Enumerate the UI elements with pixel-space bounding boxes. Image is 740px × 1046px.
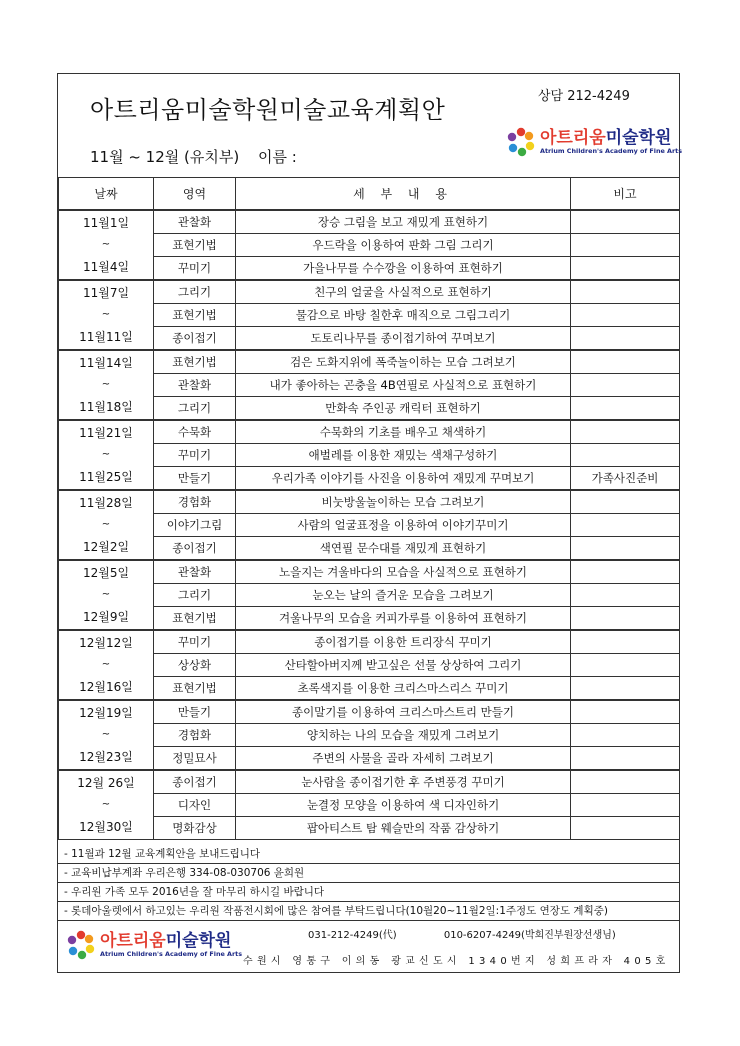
date-range-cell	[59, 700, 154, 770]
date-tilde: ~	[101, 379, 111, 390]
notice-list	[58, 845, 679, 921]
content-cell: 내가 좋아하는 곤충을 4B연필로 사실적으로 표현하기	[236, 374, 571, 397]
content-cell: 도토리나무를 종이접기하여 꾸며보기	[236, 327, 571, 351]
flower-logo-icon	[506, 127, 536, 157]
content-cell: 친구의 얼굴을 사실적으로 표현하기	[236, 280, 571, 304]
date-end: 11월25일	[79, 470, 133, 484]
content-cell: 물감으로 바탕 칠한후 매직으로 그림그리기	[236, 304, 571, 327]
note-cell	[571, 350, 680, 374]
flower-logo-icon	[66, 930, 96, 960]
table-header-row	[59, 178, 680, 211]
logo-name: 아트리움미술학원	[540, 128, 672, 148]
content-cell: 우리가족 이야기를 사진을 이용하여 재밌게 꾸며보기	[236, 467, 571, 491]
note-cell: 가족사진준비	[571, 467, 680, 491]
note-cell	[571, 210, 680, 234]
date-range-cell	[59, 770, 154, 840]
content-cell: 가을나무를 수수깡을 이용하여 표현하기	[236, 257, 571, 281]
date-start: 11월21일	[79, 426, 133, 440]
plan-document	[57, 73, 683, 973]
contact-number: 상담 212-4249	[538, 89, 630, 104]
content-cell: 애벌레를 이용한 재밌는 색채구성하기	[236, 444, 571, 467]
note-cell	[571, 444, 680, 467]
notice-item: - 우리원 가족 모두 2016년을 잘 마무리 하시길 바랍니다	[58, 883, 679, 902]
column-header-content: 세 부 내 용	[236, 178, 571, 211]
address: 수원시 영통구 이의동 광교신도시 1340번지 성희프라자 405호	[243, 956, 670, 967]
area-cell: 관찰화	[154, 374, 236, 397]
phone-numbers	[308, 926, 660, 941]
area-cell: 표현기법	[154, 607, 236, 631]
logo-english: Atrium Children's Academy of Fine Arts	[540, 147, 683, 155]
area-cell: 그리기	[154, 584, 236, 607]
content-cell: 산타할아버지께 받고싶은 선물 상상하여 그리기	[236, 654, 571, 677]
period-text: 11월 ~ 12월 (유치부)	[90, 148, 240, 166]
content-cell: 초록색지를 이용한 크리스마스리스 꾸미기	[236, 677, 571, 701]
area-cell: 표현기법	[154, 304, 236, 327]
area-cell: 관찰화	[154, 560, 236, 584]
notice-item: - 롯데아울렛에서 하고있는 우리원 작품전시회에 많은 참여를 부탁드립니다(10월20~11월2일:1주정도 연장도 계획중)	[58, 902, 679, 921]
content-cell: 주변의 사물을 골라 자세히 그려보기	[236, 747, 571, 771]
note-cell	[571, 724, 680, 747]
date-end: 11월18일	[79, 400, 133, 414]
note-cell	[571, 490, 680, 514]
table-row	[59, 210, 680, 234]
note-cell	[571, 817, 680, 840]
note-cell	[571, 794, 680, 817]
column-header-date: 날짜	[59, 178, 154, 211]
note-cell	[571, 327, 680, 351]
content-cell: 장승 그림을 보고 재밌게 표현하기	[236, 210, 571, 234]
area-cell: 경험화	[154, 490, 236, 514]
area-cell: 그리기	[154, 280, 236, 304]
content-cell: 사람의 얼굴표정을 이용하여 이야기꾸미기	[236, 514, 571, 537]
column-header-area: 영역	[154, 178, 236, 211]
note-cell	[571, 677, 680, 701]
area-cell: 수묵화	[154, 420, 236, 444]
curriculum-table	[58, 177, 680, 840]
date-start: 12월5일	[82, 566, 130, 580]
date-tilde: ~	[101, 309, 111, 320]
area-cell: 꾸미기	[154, 257, 236, 281]
area-cell: 표현기법	[154, 234, 236, 257]
date-start: 11월28일	[79, 496, 133, 510]
content-cell: 비눗방울놀이하는 모습 그려보기	[236, 490, 571, 514]
date-range-cell	[59, 280, 154, 350]
table-row	[59, 700, 680, 724]
area-cell: 꾸미기	[154, 630, 236, 654]
date-end: 11월4일	[82, 260, 130, 274]
content-cell: 눈오는 날의 즐거운 모습을 그려보기	[236, 584, 571, 607]
area-cell: 종이접기	[154, 537, 236, 561]
date-start: 12월12일	[79, 636, 133, 650]
area-cell: 이야기그림	[154, 514, 236, 537]
document-header	[58, 74, 683, 178]
notice-item: - 11월과 12월 교육계획안을 보내드립니다	[58, 845, 679, 864]
logo-name: 아트리움미술학원	[100, 931, 232, 951]
academy-logo-footer	[66, 930, 242, 960]
area-cell: 만들기	[154, 700, 236, 724]
note-cell	[571, 770, 680, 794]
document-footer	[58, 918, 679, 973]
note-cell	[571, 374, 680, 397]
note-cell	[571, 700, 680, 724]
area-cell: 정밀묘사	[154, 747, 236, 771]
content-cell: 우드락을 이용하여 판화 그림 그리기	[236, 234, 571, 257]
table-row	[59, 560, 680, 584]
date-end: 11월11일	[79, 330, 133, 344]
table-row	[59, 420, 680, 444]
date-tilde: ~	[101, 449, 111, 460]
date-range-cell	[59, 350, 154, 420]
date-end: 12월9일	[82, 610, 130, 624]
note-cell	[571, 257, 680, 281]
note-cell	[571, 584, 680, 607]
date-start: 11월7일	[82, 286, 130, 300]
date-range-cell	[59, 630, 154, 700]
phone-main: 031-212-4249(代)	[308, 930, 397, 941]
period-line	[90, 146, 311, 167]
content-cell: 눈사람을 종이접기한 후 주변풍경 꾸미기	[236, 770, 571, 794]
area-cell: 관찰화	[154, 210, 236, 234]
table-row	[59, 490, 680, 514]
content-cell: 양치하는 나의 모습을 재밌게 그려보기	[236, 724, 571, 747]
note-cell	[571, 747, 680, 771]
note-cell	[571, 607, 680, 631]
content-cell: 팝아티스트 탐 웨슬만의 작품 감상하기	[236, 817, 571, 840]
note-cell	[571, 304, 680, 327]
content-cell: 노을지는 겨울바다의 모습을 사실적으로 표현하기	[236, 560, 571, 584]
area-cell: 종이접기	[154, 327, 236, 351]
column-header-note: 비고	[571, 178, 680, 211]
date-tilde: ~	[101, 239, 111, 250]
content-cell: 검은 도화지위에 폭죽놀이하는 모습 그려보기	[236, 350, 571, 374]
date-start: 12월 26일	[77, 776, 135, 790]
area-cell: 종이접기	[154, 770, 236, 794]
date-range-cell	[59, 210, 154, 280]
note-cell	[571, 560, 680, 584]
content-cell: 만화속 주인공 캐릭터 표현하기	[236, 397, 571, 421]
date-tilde: ~	[101, 519, 111, 530]
table-row	[59, 770, 680, 794]
content-cell: 종이접기를 이용한 트리장식 꾸미기	[236, 630, 571, 654]
page-title: 아트리움미술학원미술교육계획안	[90, 96, 446, 124]
area-cell: 꾸미기	[154, 444, 236, 467]
content-cell: 겨울나무의 모습을 커피가루를 이용하여 표현하기	[236, 607, 571, 631]
area-cell: 만들기	[154, 467, 236, 491]
notice-item: - 교육비납부계좌 우리은행 334-08-030706 윤희원	[58, 864, 679, 883]
date-range-cell	[59, 490, 154, 560]
date-range-cell	[59, 420, 154, 490]
note-cell	[571, 514, 680, 537]
date-end: 12월23일	[79, 750, 133, 764]
area-cell: 디자인	[154, 794, 236, 817]
content-cell: 수묵화의 기초를 배우고 채색하기	[236, 420, 571, 444]
content-cell: 종이말기를 이용하여 크리스마스트리 만들기	[236, 700, 571, 724]
note-cell	[571, 537, 680, 561]
date-start: 11월1일	[82, 216, 130, 230]
content-cell: 눈결정 모양을 이용하여 색 디자인하기	[236, 794, 571, 817]
name-label: 이름 :	[257, 148, 297, 166]
table-row	[59, 350, 680, 374]
area-cell: 경험화	[154, 724, 236, 747]
phone-mobile: 010-6207-4249(박희진부원장선생님)	[443, 930, 616, 941]
note-cell	[571, 630, 680, 654]
date-tilde: ~	[101, 799, 111, 810]
table-row	[59, 630, 680, 654]
note-cell	[571, 397, 680, 421]
note-cell	[571, 654, 680, 677]
area-cell: 표현기법	[154, 677, 236, 701]
area-cell: 명화감상	[154, 817, 236, 840]
date-end: 12월30일	[79, 820, 133, 834]
date-end: 12월16일	[79, 680, 133, 694]
date-start: 12월19일	[79, 706, 133, 720]
table-row	[59, 280, 680, 304]
area-cell: 상상화	[154, 654, 236, 677]
academy-logo	[506, 127, 682, 157]
content-cell: 색연필 문수대를 재밌게 표현하기	[236, 537, 571, 561]
note-cell	[571, 234, 680, 257]
date-tilde: ~	[101, 729, 111, 740]
note-cell	[571, 420, 680, 444]
date-tilde: ~	[101, 589, 111, 600]
date-start: 11월14일	[79, 356, 133, 370]
date-tilde: ~	[101, 659, 111, 670]
logo-english: Atrium Children's Academy of Fine Arts	[100, 950, 243, 958]
date-end: 12월2일	[82, 540, 130, 554]
area-cell: 그리기	[154, 397, 236, 421]
date-range-cell	[59, 560, 154, 630]
area-cell: 표현기법	[154, 350, 236, 374]
note-cell	[571, 280, 680, 304]
table-body	[59, 210, 680, 840]
